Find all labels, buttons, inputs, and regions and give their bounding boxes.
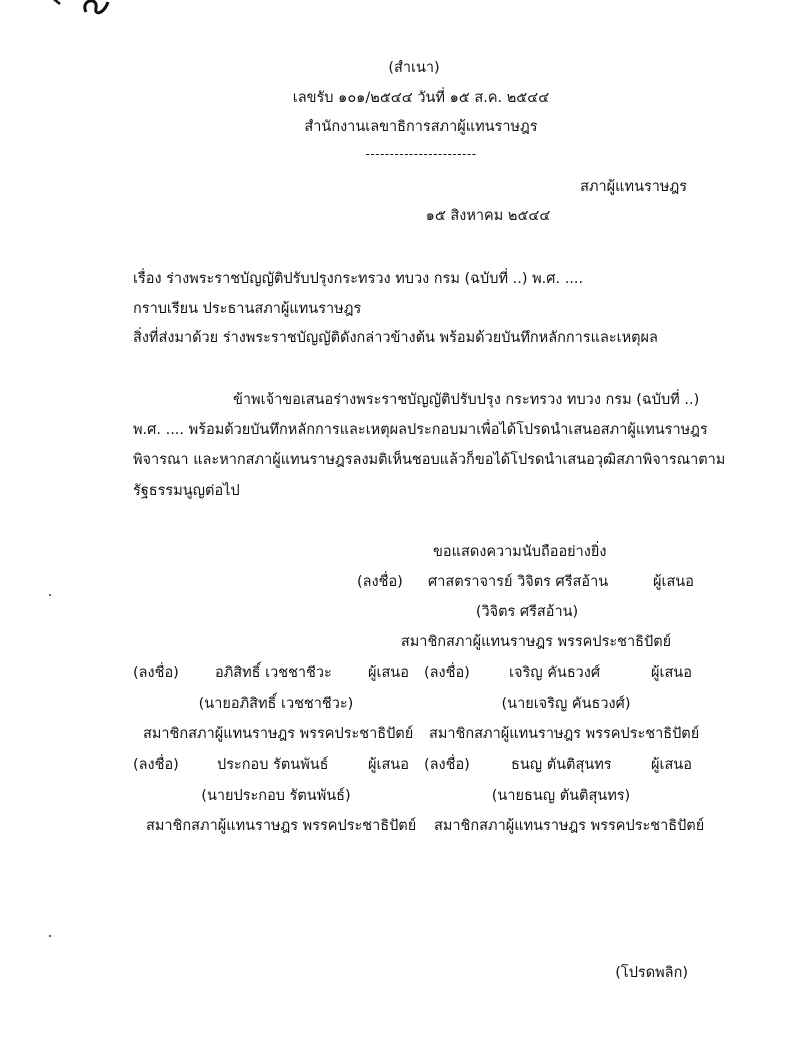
- signatory-position: สมาชิกสภาผู้แทนราษฎร พรรคประชาธิปัตย์: [429, 726, 700, 742]
- body-line: พ.ศ. .... พร้อมด้วยบันทึกหลักการและเหตุผลประกอบมาเพื่อได้โปรดนำเสนอสภาผู้แทนราษฎร: [133, 422, 708, 438]
- signatory-name: เจริญ คันธวงศ์: [509, 665, 601, 681]
- body-line: รัฐธรรมนูญต่อไป: [133, 483, 240, 499]
- turn-over-note: (โปรดพลิก): [615, 965, 688, 981]
- signatory-position: สมาชิกสภาผู้แทนราษฎร พรรคประชาธิปัตย์: [400, 634, 672, 650]
- signatory-printed-name: (นายเจริญ คันธวงศ์): [501, 696, 631, 712]
- divider: -----------------------: [365, 147, 477, 161]
- proposer-label: ผู้เสนอ: [653, 574, 694, 590]
- handwritten-mark: [46, 0, 116, 24]
- signatory-position: สมาชิกสภาผู้แทนราษฎร พรรคประชาธิปัตย์: [146, 818, 417, 834]
- proposer-label: ผู้เสนอ: [651, 665, 692, 681]
- enclosure-line: สิ่งที่ส่งมาด้วย ร่างพระราชบัญญัติดังกล่าวข้างต้น พร้อมด้วยบันทึกหลักการและเหตุผล: [133, 330, 658, 346]
- signatory-name: ประกอบ รัตนพันธ์: [217, 757, 329, 773]
- letter-date: ๑๕ สิงหาคม ๒๕๔๔: [425, 208, 551, 224]
- sign-label: (ลงชื่อ): [133, 757, 179, 773]
- signatory-position: สมาชิกสภาผู้แทนราษฎร พรรคประชาธิปัตย์: [143, 726, 414, 742]
- signatory-name: ศาสตราจารย์ วิจิตร ศรีสอ้าน: [428, 574, 609, 590]
- signatory-name: ธนญ ตันติสุนทร: [511, 757, 612, 773]
- signatory-name: อภิสิทธิ์ เวชชาชีวะ: [215, 665, 332, 681]
- addressee-line: กราบเรียน ประธานสภาผู้แทนราษฎร: [133, 301, 362, 317]
- scan-speck: [49, 594, 51, 596]
- closing: ขอแสดงความนับถืออย่างยิ่ง: [433, 544, 607, 560]
- proposer-label: ผู้เสนอ: [368, 665, 409, 681]
- receipt-line: เลขรับ ๑๐๑/๒๕๔๔ วันที่ ๑๕ ส.ค. ๒๕๔๔: [292, 90, 550, 106]
- subject-line: เรื่อง ร่างพระราชบัญญัติปรับปรุงกระทรวง ทบวง กรม (ฉบับที่ ..) พ.ศ. ....: [133, 271, 584, 287]
- office-name: สำนักงานเลขาธิการสภาผู้แทนราษฎร: [304, 119, 538, 135]
- copy-label: (สำเนา): [388, 60, 440, 76]
- signatory-printed-name: (นายอภิสิทธิ์ เวชชาชีวะ): [198, 696, 354, 712]
- sign-label: (ลงชื่อ): [424, 665, 470, 681]
- sign-label: (ลงชื่อ): [357, 574, 403, 590]
- scan-speck: [49, 935, 51, 937]
- signatory-printed-name: (นายธนญ ตันติสุนทร): [491, 788, 631, 804]
- signatory-printed-name: (วิจิตร ศรีสอ้าน): [475, 604, 579, 620]
- sign-label: (ลงชื่อ): [133, 665, 179, 681]
- signatory-position: สมาชิกสภาผู้แทนราษฎร พรรคประชาธิปัตย์: [434, 818, 705, 834]
- proposer-label: ผู้เสนอ: [651, 757, 692, 773]
- body-line: พิจารณา และหากสภาผู้แทนราษฎรลงมติเห็นชอบแล้วก็ขอได้โปรดนำเสนอวุฒิสภาพิจารณาตาม: [133, 452, 726, 468]
- proposer-label: ผู้เสนอ: [368, 757, 409, 773]
- signatory-printed-name: (นายประกอบ รัตนพันธ์): [201, 788, 351, 804]
- sign-label: (ลงชื่อ): [424, 757, 470, 773]
- body-line: ข้าพเจ้าขอเสนอร่างพระราชบัญญัติปรับปรุง กระทรวง ทบวง กรม (ฉบับที่ ..): [233, 392, 700, 408]
- sender: สภาผู้แทนราษฎร: [580, 179, 687, 195]
